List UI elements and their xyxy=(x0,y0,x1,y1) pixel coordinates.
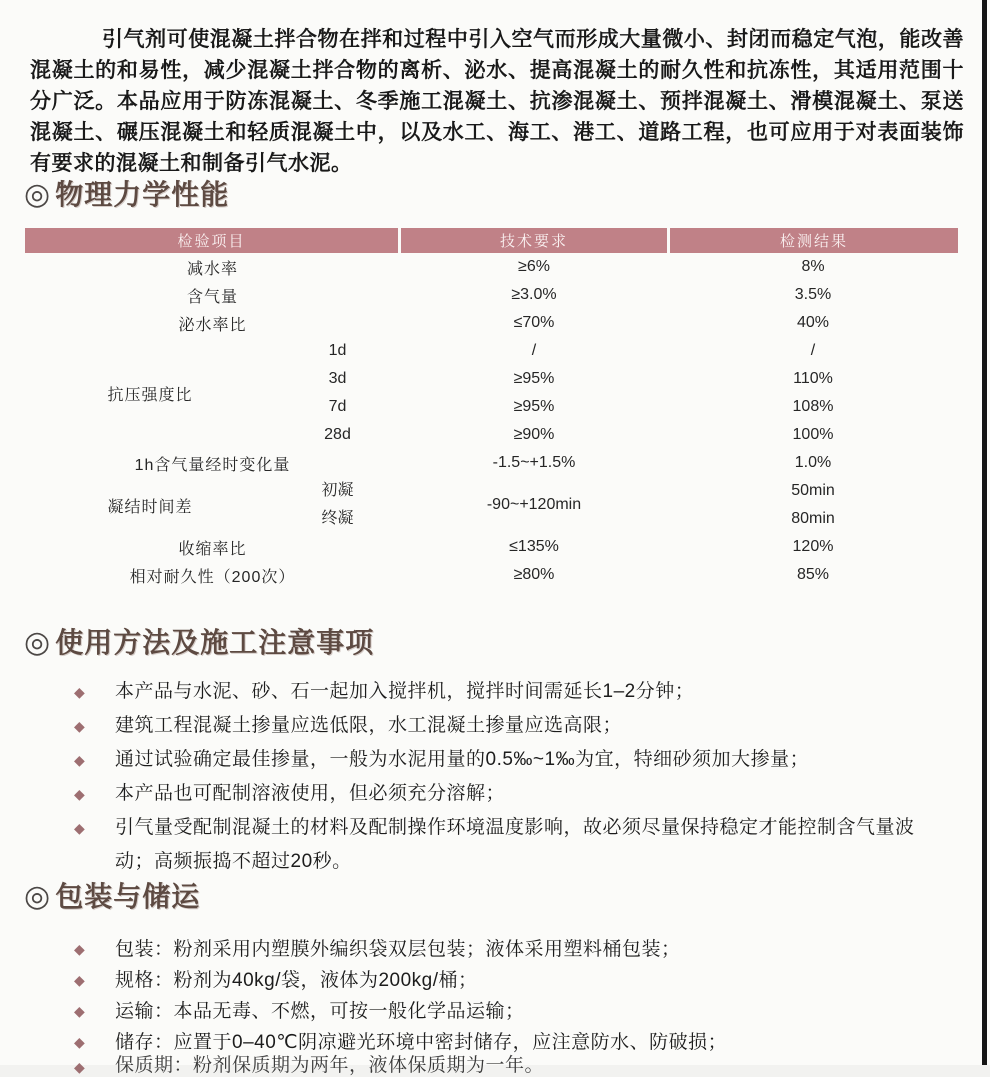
section-heading-physical-properties xyxy=(24,178,229,212)
page-right-edge-line xyxy=(982,0,987,1065)
sub-item: 7d xyxy=(328,398,347,415)
usage-notes-list xyxy=(72,675,942,879)
clipped-bottom-line xyxy=(72,1055,942,1076)
list-item-text: 包装：粉剂采用内塑膜外编织袋双层包装；液体采用塑料桶包装； xyxy=(115,939,681,960)
row-result: 40% xyxy=(796,314,830,331)
list-item xyxy=(72,709,942,743)
sub-requirement: / xyxy=(531,342,537,359)
sub-item: 1d xyxy=(328,342,347,359)
row-requirement: ≥80% xyxy=(513,566,555,583)
list-item xyxy=(72,934,942,965)
diamond-bullet-icon: ◆ xyxy=(74,684,86,700)
row-item: 收缩率比 xyxy=(178,540,247,558)
row-item: 相对耐久性（200次） xyxy=(129,568,296,586)
list-item xyxy=(72,1027,942,1058)
list-item-text: 运输：本品无毒、不燃，可按一般化学品运输； xyxy=(115,1001,525,1022)
list-item xyxy=(72,743,942,777)
table-row-group-setting-time xyxy=(25,477,958,533)
double-circle-icon: ◎ xyxy=(24,626,52,659)
diamond-bullet-icon: ◆ xyxy=(74,941,86,957)
row-requirement: ≥6% xyxy=(518,258,550,275)
table-header-result: 检测结果 xyxy=(670,228,958,253)
group-label: 抗压强度比 xyxy=(107,386,193,404)
sub-result: 50min xyxy=(791,482,835,499)
list-item xyxy=(72,996,942,1027)
double-circle-icon: ◎ xyxy=(24,178,52,211)
diamond-bullet-icon: ◆ xyxy=(74,1034,86,1050)
list-item xyxy=(72,965,942,996)
row-result: 1.0% xyxy=(794,454,832,471)
table-row xyxy=(25,449,958,477)
group-requirement: -90~+120min xyxy=(486,496,582,513)
diamond-bullet-icon: ◆ xyxy=(74,1059,86,1075)
row-result: 120% xyxy=(792,538,834,555)
list-item xyxy=(72,777,942,811)
list-item-text: 储存：应置于0–40℃阴凉避光环境中密封储存，应注意防水、防破损； xyxy=(115,1032,728,1053)
table-row xyxy=(25,281,958,309)
table-header-requirement: 技术要求 xyxy=(401,228,667,253)
table-header-row xyxy=(25,228,958,253)
row-item: 含气量 xyxy=(186,288,238,306)
diamond-bullet-icon: ◆ xyxy=(74,786,86,802)
table-header-item: 检验项目 xyxy=(25,228,398,253)
list-item-text: 建筑工程混凝土掺量应选低限，水工混凝土掺量应选高限； xyxy=(115,715,623,736)
list-item xyxy=(72,675,942,709)
section-heading-packing-storage xyxy=(24,880,200,914)
section-title: 使用方法及施工注意事项 xyxy=(55,627,375,658)
row-item: 泌水率比 xyxy=(178,316,247,334)
section-title: 物理力学性能 xyxy=(55,179,230,210)
table-row xyxy=(25,561,958,589)
properties-table xyxy=(25,228,958,589)
section-heading-usage-notes xyxy=(24,626,374,660)
diamond-bullet-icon: ◆ xyxy=(74,718,86,734)
list-item-text: 规格：粉剂为40kg/袋，液体为200kg/桶； xyxy=(115,970,478,991)
row-result: 85% xyxy=(796,566,830,583)
intro-paragraph: 引气剂可使混凝土拌合物在拌和过程中引入空气而形成大量微小、封闭而稳定气泡，能改善混凝土的和易性，减少混凝土拌合物的离析、泌水、提高混凝土的耐久性和抗冻性，其适用范围十分广泛。本品应用于防冻混凝土、冬季施工混凝土、抗渗混凝土、预拌混凝土、滑模混凝土、泵送混凝土、碾压混凝土和轻质混凝土中，以及水工、海工、港工、道路工程，也可应用于对表面装饰有要求的混凝土和制备引气水泥。 xyxy=(30,28,964,175)
sub-requirement: ≥95% xyxy=(513,370,555,387)
list-item-text: 引气量受配制混凝土的材料及配制操作环境温度影响，故必须尽量保持稳定才能控制含气量波动；高频振捣不超过20秒。 xyxy=(115,817,915,872)
sub-item: 初凝 xyxy=(321,482,354,499)
row-requirement: ≥3.0% xyxy=(511,286,557,303)
table-row-group-compressive-strength xyxy=(25,337,958,449)
sub-result: 108% xyxy=(792,398,834,415)
row-result: 3.5% xyxy=(794,286,832,303)
sub-result: 80min xyxy=(791,510,835,527)
sub-result: / xyxy=(810,342,816,359)
diamond-bullet-icon: ◆ xyxy=(74,820,86,836)
list-item-text: 本产品与水泥、砂、石一起加入搅拌机，搅拌时间需延长1–2分钟； xyxy=(115,681,695,702)
row-result: 8% xyxy=(801,258,825,275)
sub-result: 110% xyxy=(793,370,833,387)
table-row xyxy=(25,533,958,561)
diamond-bullet-icon: ◆ xyxy=(74,1003,86,1019)
sub-requirement: ≥90% xyxy=(513,426,555,443)
list-item-text: 本产品也可配制溶液使用，但必须充分溶解； xyxy=(115,783,506,804)
row-requirement: -1.5~+1.5% xyxy=(492,454,576,471)
sub-requirement: ≥95% xyxy=(513,398,555,415)
sub-item: 28d xyxy=(324,426,351,443)
list-item-text: 通过试验确定最佳掺量，一般为水泥用量的0.5‰~1‰为宜，特细砂须加大掺量； xyxy=(115,749,810,770)
row-item: 1h含气量经时变化量 xyxy=(134,456,291,474)
list-item xyxy=(72,811,942,879)
sub-item: 3d xyxy=(328,370,347,387)
diamond-bullet-icon: ◆ xyxy=(74,972,86,988)
row-requirement: ≤135% xyxy=(509,538,559,555)
row-requirement: ≤70% xyxy=(513,314,555,331)
row-item: 减水率 xyxy=(186,260,238,278)
sub-result: 100% xyxy=(792,426,834,443)
packing-storage-list xyxy=(72,934,942,1058)
group-label: 凝结时间差 xyxy=(107,498,193,516)
section-title: 包装与储运 xyxy=(55,881,201,912)
table-row xyxy=(25,309,958,337)
diamond-bullet-icon: ◆ xyxy=(74,752,86,768)
table-row xyxy=(25,253,958,281)
sub-item: 终凝 xyxy=(321,510,354,527)
double-circle-icon: ◎ xyxy=(24,880,52,913)
clipped-line-text: 保质期：粉剂保质期为两年，液体保质期为一年。 xyxy=(115,1055,545,1076)
